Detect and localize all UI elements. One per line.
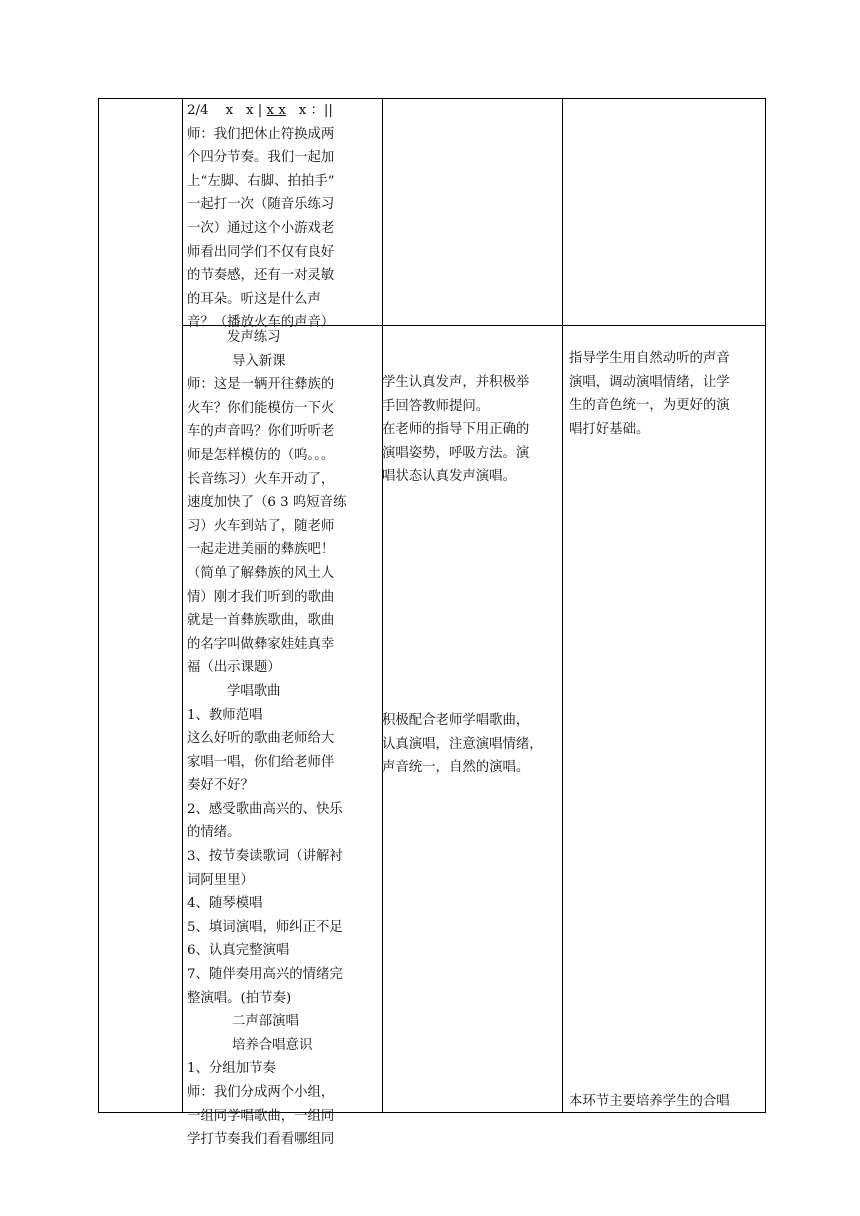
- text-line: 情）刚才我们听到的歌曲: [187, 589, 335, 605]
- text-line: 师：我们分成两个小组，: [187, 1085, 335, 1100]
- row1-teacher-cell: [187, 99, 379, 335]
- text-line: 3、按节奏读歌词（讲解衬: [187, 849, 343, 865]
- row2-design-block1: [569, 347, 763, 441]
- text-line: 这么好听的歌曲老师给大: [187, 731, 335, 747]
- text-line: 师：我们把休止符换成两: [187, 126, 335, 142]
- text-line: 在老师的指导下用正确的: [382, 422, 530, 438]
- section-heading: 二声部演唱: [232, 1014, 299, 1030]
- section-heading: 培养合唱意识: [232, 1037, 313, 1053]
- text-line: 指导学生用自然动听的声音: [569, 351, 730, 366]
- text-line: 2、感受歌曲高兴的、快乐: [187, 801, 343, 817]
- row2-student-block2: [382, 709, 558, 780]
- text-line: 7、随伴奏用高兴的情绪完: [187, 967, 343, 983]
- text-line: 积极配合老师学唱歌曲，: [382, 713, 530, 728]
- text-line: 就是一首彝族歌曲，歌曲: [187, 613, 335, 629]
- text-line: 音？（播放火车的声音）: [187, 315, 335, 331]
- row2-design-block2: [569, 1090, 763, 1114]
- rhythm-notation: 2/4 x x | x x x ：||: [187, 103, 333, 118]
- text-line: 手回答教师提问。: [382, 398, 490, 414]
- text-line: 词阿里里）: [187, 872, 254, 888]
- column-divider: [562, 99, 563, 1112]
- text-line: 6、认真完整演唱: [187, 943, 290, 959]
- text-line: 演唱，调动演唱情绪，让学: [569, 374, 730, 390]
- text-line: 的情绪。: [187, 825, 241, 841]
- text-line: 个四分节奏。我们一起加: [187, 150, 335, 166]
- row2-teacher-cell: [187, 326, 379, 1152]
- text-line: 唱打好基础。: [569, 421, 650, 437]
- text-line: 奏好不好？: [187, 778, 254, 794]
- text-line: 学打节奏我们看看哪组同: [187, 1132, 335, 1148]
- text-line: 习）火车到站了，随老师: [187, 518, 335, 534]
- section-heading: 学唱歌曲: [227, 683, 281, 699]
- column-divider: [182, 99, 183, 1112]
- section-heading: 发声练习: [227, 330, 281, 345]
- text-line: 速度加快了（6 3 呜短音练: [187, 495, 347, 511]
- text-line: 5、填词演唱，师纠正不足: [187, 919, 343, 935]
- text-line: 长音练习）火车开动了，: [187, 471, 335, 487]
- text-line: 4、随琴模唱: [187, 896, 263, 912]
- text-line: 一起走进美丽的彝族吧！: [187, 542, 335, 558]
- text-line: 一组同学唱歌曲，一组同: [187, 1108, 335, 1124]
- text-line: 的名字叫做彝家娃娃真幸: [187, 636, 335, 652]
- text-line: 福（出示课题）: [187, 660, 281, 676]
- text-line: 唱状态认真发声演唱。: [382, 469, 516, 485]
- text-line: 的耳朵。听这是什么声: [187, 291, 321, 307]
- text-line: （简单了解彝族的风土人: [187, 565, 335, 581]
- text-line: 1、教师范唱: [187, 707, 263, 723]
- text-line: 火车？你们能模仿一下火: [187, 400, 335, 416]
- text-line: 生的音色统一，为更好的演: [569, 398, 730, 414]
- text-line: 声音统一，自然的演唱。: [382, 760, 530, 776]
- text-line: 师是怎样模仿的（呜。。。: [187, 447, 335, 463]
- text-line: 一起打一次（随音乐练习: [187, 197, 335, 213]
- section-heading: 导入新课: [232, 353, 286, 369]
- text-line: 师看出同学们不仅有良好: [187, 244, 335, 260]
- text-line: 的节奏感，还有一对灵敏: [187, 268, 335, 284]
- text-line: 家唱一唱，你们给老师伴: [187, 754, 335, 770]
- lesson-plan-table: [98, 98, 766, 1148]
- text-line: 车的声音吗？你们听听老: [187, 424, 335, 440]
- text-line: 认真演唱，注意演唱情绪，: [382, 736, 543, 752]
- text-line: 整演唱。(拍节奏): [187, 990, 292, 1006]
- text-line: 学生认真发声，并积极举: [382, 375, 530, 390]
- text-line: 一次）通过这个小游戏老: [187, 220, 335, 236]
- text-line: 师：这是一辆开往彝族的: [187, 377, 335, 393]
- text-line: 1、分组加节奏: [187, 1061, 276, 1077]
- row2-student-block1: [382, 371, 558, 489]
- column-divider: [382, 99, 383, 1112]
- text-line: 本环节主要培养学生的合唱: [569, 1094, 730, 1109]
- text-line: 演唱姿势，呼吸方法。演: [382, 445, 530, 461]
- text-line: 上“左脚、右脚、拍拍手”: [187, 173, 335, 189]
